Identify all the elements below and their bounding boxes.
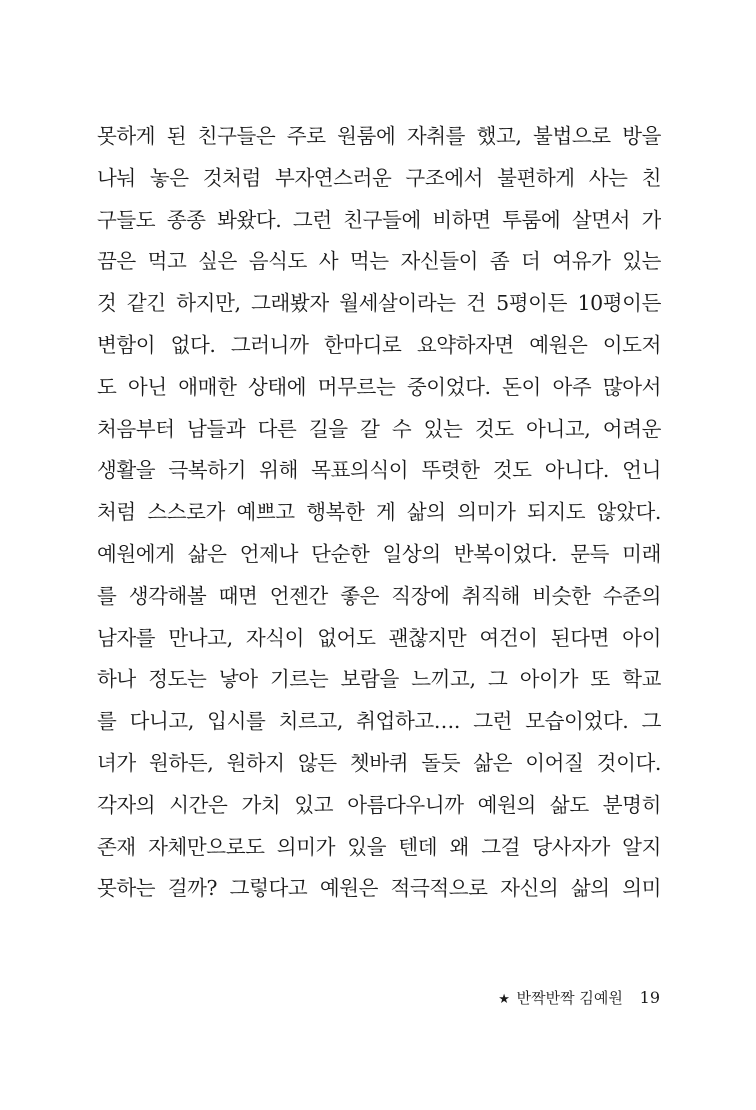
running-title: 반짝반짝 김예원 [516, 989, 623, 1007]
text-line: 변함이 없다. 그러니까 한마디로 요약하자면 예원은 이도저 [97, 332, 661, 357]
text-line: 각자의 시간은 가치 있고 아름다우니까 예원의 삶도 분명히 [97, 792, 661, 817]
page-footer [460, 986, 660, 1012]
text-line: 하나 정도는 낳아 기르는 보람을 느끼고, 그 아이가 또 학교 [97, 667, 661, 692]
text-line: 를 생각해볼 때면 언젠간 좋은 직장에 취직해 비슷한 수준의 [97, 583, 661, 608]
text-line: 예원에게 삶은 언제나 단순한 일상의 반복이었다. 문득 미래 [97, 541, 661, 566]
text-line: 것 같긴 하지만, 그래봤자 월세살이라는 건 5평이든 10평이든 [97, 291, 661, 316]
text-line: 녀가 원하든, 원하지 않든 쳇바퀴 돌듯 삶은 이어질 것이다. [97, 750, 661, 775]
text-line: 처럼 스스로가 예쁘고 행복한 게 삶의 의미가 되지도 않았다. [97, 500, 661, 525]
text-line: 존재 자체만으로도 의미가 있을 텐데 왜 그걸 당사자가 알지 [97, 834, 661, 859]
text-line: 구들도 종종 봐왔다. 그런 친구들에 비하면 투룸에 살면서 가 [97, 207, 661, 232]
text-line: 를 다니고, 입시를 치르고, 취업하고…. 그런 모습이었다. 그 [97, 709, 661, 734]
star-icon: ★ [498, 992, 510, 1007]
text-line: 못하게 된 친구들은 주로 원룸에 자취를 했고, 불법으로 방을 [97, 124, 661, 148]
text-line: 못하는 걸까? 그렇다고 예원은 적극적으로 자신의 삶의 의미 [97, 876, 661, 901]
text-line: 처음부터 남들과 다른 길을 갈 수 있는 것도 아니고, 어려운 [97, 416, 661, 441]
text-line: 나눠 놓은 것처럼 부자연스러운 구조에서 불편하게 사는 친 [97, 165, 661, 190]
text-line: 생활을 극복하기 위해 목표의식이 뚜렷한 것도 아니다. 언니 [97, 458, 661, 483]
page-number: 19 [639, 988, 660, 1007]
body-text [97, 116, 661, 910]
text-line: 남자를 만나고, 자식이 없어도 괜찮지만 여건이 된다면 아이 [97, 625, 661, 650]
text-line: 도 아닌 애매한 상태에 머무르는 중이었다. 돈이 아주 많아서 [97, 374, 661, 399]
text-line: 끔은 먹고 싶은 음식도 사 먹는 자신들이 좀 더 여유가 있는 [97, 249, 661, 274]
